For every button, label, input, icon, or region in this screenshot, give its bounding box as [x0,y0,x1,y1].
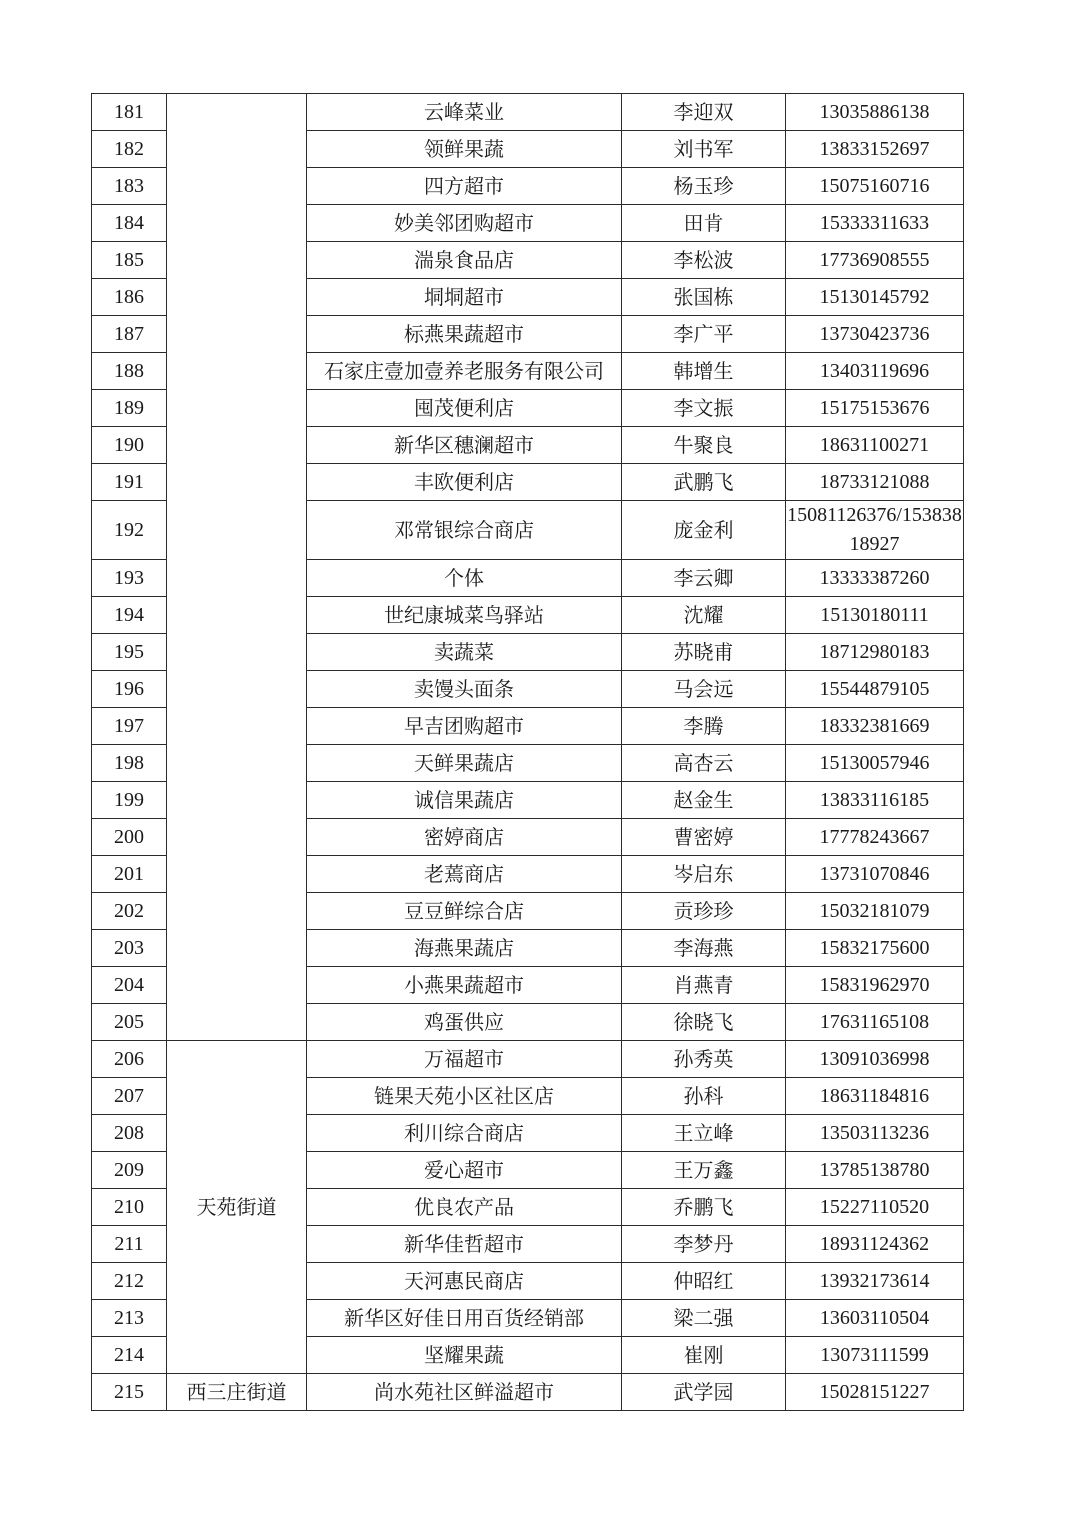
shop-name: 新华区穗澜超市 [307,427,622,464]
phone-number: 13603110504 [786,1300,964,1337]
phone-number: 13731070846 [786,856,964,893]
phone-number: 18332381669 [786,708,964,745]
contact-person: 曹密婷 [622,819,786,856]
contact-person: 乔鹏飞 [622,1189,786,1226]
contact-person: 李文振 [622,390,786,427]
contact-person: 贡珍珍 [622,893,786,930]
contact-person: 韩增生 [622,353,786,390]
row-number: 184 [92,205,167,242]
shop-name: 老蔫商店 [307,856,622,893]
phone-number: 15081126376/15383818927 [786,501,964,560]
shop-name: 小燕果蔬超市 [307,967,622,1004]
row-number: 194 [92,597,167,634]
contact-person: 崔刚 [622,1337,786,1374]
shop-name: 四方超市 [307,168,622,205]
row-number: 203 [92,930,167,967]
phone-number: 15130145792 [786,279,964,316]
contact-person: 武学园 [622,1374,786,1411]
phone-number: 15032181079 [786,893,964,930]
contact-person: 李云卿 [622,560,786,597]
phone-number: 18733121088 [786,464,964,501]
phone-number: 15831962970 [786,967,964,1004]
contact-person: 马会远 [622,671,786,708]
phone-number: 13932173614 [786,1263,964,1300]
shop-name: 妙美邻团购超市 [307,205,622,242]
row-number: 207 [92,1078,167,1115]
shop-name: 尚水苑社区鲜溢超市 [307,1374,622,1411]
area-cell: 天苑街道 [167,1041,307,1374]
shop-name: 天鲜果蔬店 [307,745,622,782]
shop-name: 囤茂便利店 [307,390,622,427]
row-number: 195 [92,634,167,671]
contact-person: 李松波 [622,242,786,279]
phone-number: 15175153676 [786,390,964,427]
contact-person: 梁二强 [622,1300,786,1337]
contact-person: 苏晓甫 [622,634,786,671]
row-number: 197 [92,708,167,745]
shop-name: 新华佳哲超市 [307,1226,622,1263]
shop-name: 鸡蛋供应 [307,1004,622,1041]
shop-name: 爱心超市 [307,1152,622,1189]
phone-number: 15075160716 [786,168,964,205]
phone-number: 13091036998 [786,1041,964,1078]
row-number: 214 [92,1337,167,1374]
row-number: 193 [92,560,167,597]
contact-person: 王立峰 [622,1115,786,1152]
row-number: 183 [92,168,167,205]
row-number: 205 [92,1004,167,1041]
shop-name: 利川综合商店 [307,1115,622,1152]
contact-person: 王万鑫 [622,1152,786,1189]
shop-name: 天河惠民商店 [307,1263,622,1300]
row-number: 190 [92,427,167,464]
area-cell: 西三庄街道 [167,1374,307,1411]
phone-number: 13403119696 [786,353,964,390]
phone-number: 15130057946 [786,745,964,782]
row-number: 215 [92,1374,167,1411]
row-number: 185 [92,242,167,279]
row-number: 192 [92,501,167,560]
table-row [92,1374,964,1411]
phone-number: 13333387260 [786,560,964,597]
contact-person: 孙秀英 [622,1041,786,1078]
shop-name: 早吉团购超市 [307,708,622,745]
row-number: 212 [92,1263,167,1300]
contact-person: 岑启东 [622,856,786,893]
phone-number: 18631100271 [786,427,964,464]
shop-name: 豆豆鲜综合店 [307,893,622,930]
phone-number: 15227110520 [786,1189,964,1226]
contact-person: 李迎双 [622,94,786,131]
row-number: 189 [92,390,167,427]
phone-number: 13730423736 [786,316,964,353]
phone-number: 13073111599 [786,1337,964,1374]
shop-name: 个体 [307,560,622,597]
phone-number: 18931124362 [786,1226,964,1263]
contact-person: 李腾 [622,708,786,745]
shop-name: 新华区好佳日用百货经销部 [307,1300,622,1337]
phone-number: 15333311633 [786,205,964,242]
phone-number: 13035886138 [786,94,964,131]
row-number: 204 [92,967,167,1004]
contact-person: 杨玉珍 [622,168,786,205]
phone-number: 13503113236 [786,1115,964,1152]
contact-person: 张国栋 [622,279,786,316]
row-number: 187 [92,316,167,353]
contact-person: 武鹏飞 [622,464,786,501]
row-number: 201 [92,856,167,893]
row-number: 191 [92,464,167,501]
area-cell [167,94,307,1041]
row-number: 198 [92,745,167,782]
contact-person: 肖燕青 [622,967,786,1004]
shop-name: 标燕果蔬超市 [307,316,622,353]
row-number: 182 [92,131,167,168]
contact-person: 庞金利 [622,501,786,560]
phone-number: 15028151227 [786,1374,964,1411]
table-row [92,1041,964,1078]
contact-person: 高杏云 [622,745,786,782]
shop-name: 海燕果蔬店 [307,930,622,967]
row-number: 213 [92,1300,167,1337]
row-number: 206 [92,1041,167,1078]
contact-person: 赵金生 [622,782,786,819]
shop-name: 邓常银综合商店 [307,501,622,560]
shop-name: 坚耀果蔬 [307,1337,622,1374]
shop-name: 石家庄壹加壹养老服务有限公司 [307,353,622,390]
table-row [92,94,964,131]
row-number: 186 [92,279,167,316]
contact-person: 沈耀 [622,597,786,634]
phone-number: 15544879105 [786,671,964,708]
row-number: 211 [92,1226,167,1263]
contact-person: 李梦丹 [622,1226,786,1263]
contact-person: 徐晓飞 [622,1004,786,1041]
shop-name: 诚信果蔬店 [307,782,622,819]
row-number: 210 [92,1189,167,1226]
phone-number: 17778243667 [786,819,964,856]
contact-person: 刘书军 [622,131,786,168]
contact-person: 牛聚良 [622,427,786,464]
contact-person: 孙科 [622,1078,786,1115]
shop-name: 优良农产品 [307,1189,622,1226]
shop-name: 卖馒头面条 [307,671,622,708]
row-number: 188 [92,353,167,390]
phone-number: 17736908555 [786,242,964,279]
phone-number: 18712980183 [786,634,964,671]
shop-name: 云峰菜业 [307,94,622,131]
shop-name: 丰欧便利店 [307,464,622,501]
shop-name: 世纪康城菜鸟驿站 [307,597,622,634]
phone-number: 15832175600 [786,930,964,967]
row-number: 209 [92,1152,167,1189]
shop-name: 链果天苑小区社区店 [307,1078,622,1115]
shop-name: 密婷商店 [307,819,622,856]
shop-name: 垌垌超市 [307,279,622,316]
row-number: 208 [92,1115,167,1152]
row-number: 181 [92,94,167,131]
contact-person: 仲昭红 [622,1263,786,1300]
store-contact-table [91,93,964,1411]
phone-number: 17631165108 [786,1004,964,1041]
row-number: 200 [92,819,167,856]
phone-number: 13833116185 [786,782,964,819]
shop-name: 湍泉食品店 [307,242,622,279]
row-number: 199 [92,782,167,819]
row-number: 196 [92,671,167,708]
contact-person: 李海燕 [622,930,786,967]
contact-person: 田肯 [622,205,786,242]
phone-number: 15130180111 [786,597,964,634]
contact-person: 李广平 [622,316,786,353]
shop-name: 万福超市 [307,1041,622,1078]
shop-name: 领鲜果蔬 [307,131,622,168]
phone-number: 13785138780 [786,1152,964,1189]
phone-number: 18631184816 [786,1078,964,1115]
row-number: 202 [92,893,167,930]
phone-number: 13833152697 [786,131,964,168]
shop-name: 卖蔬菜 [307,634,622,671]
